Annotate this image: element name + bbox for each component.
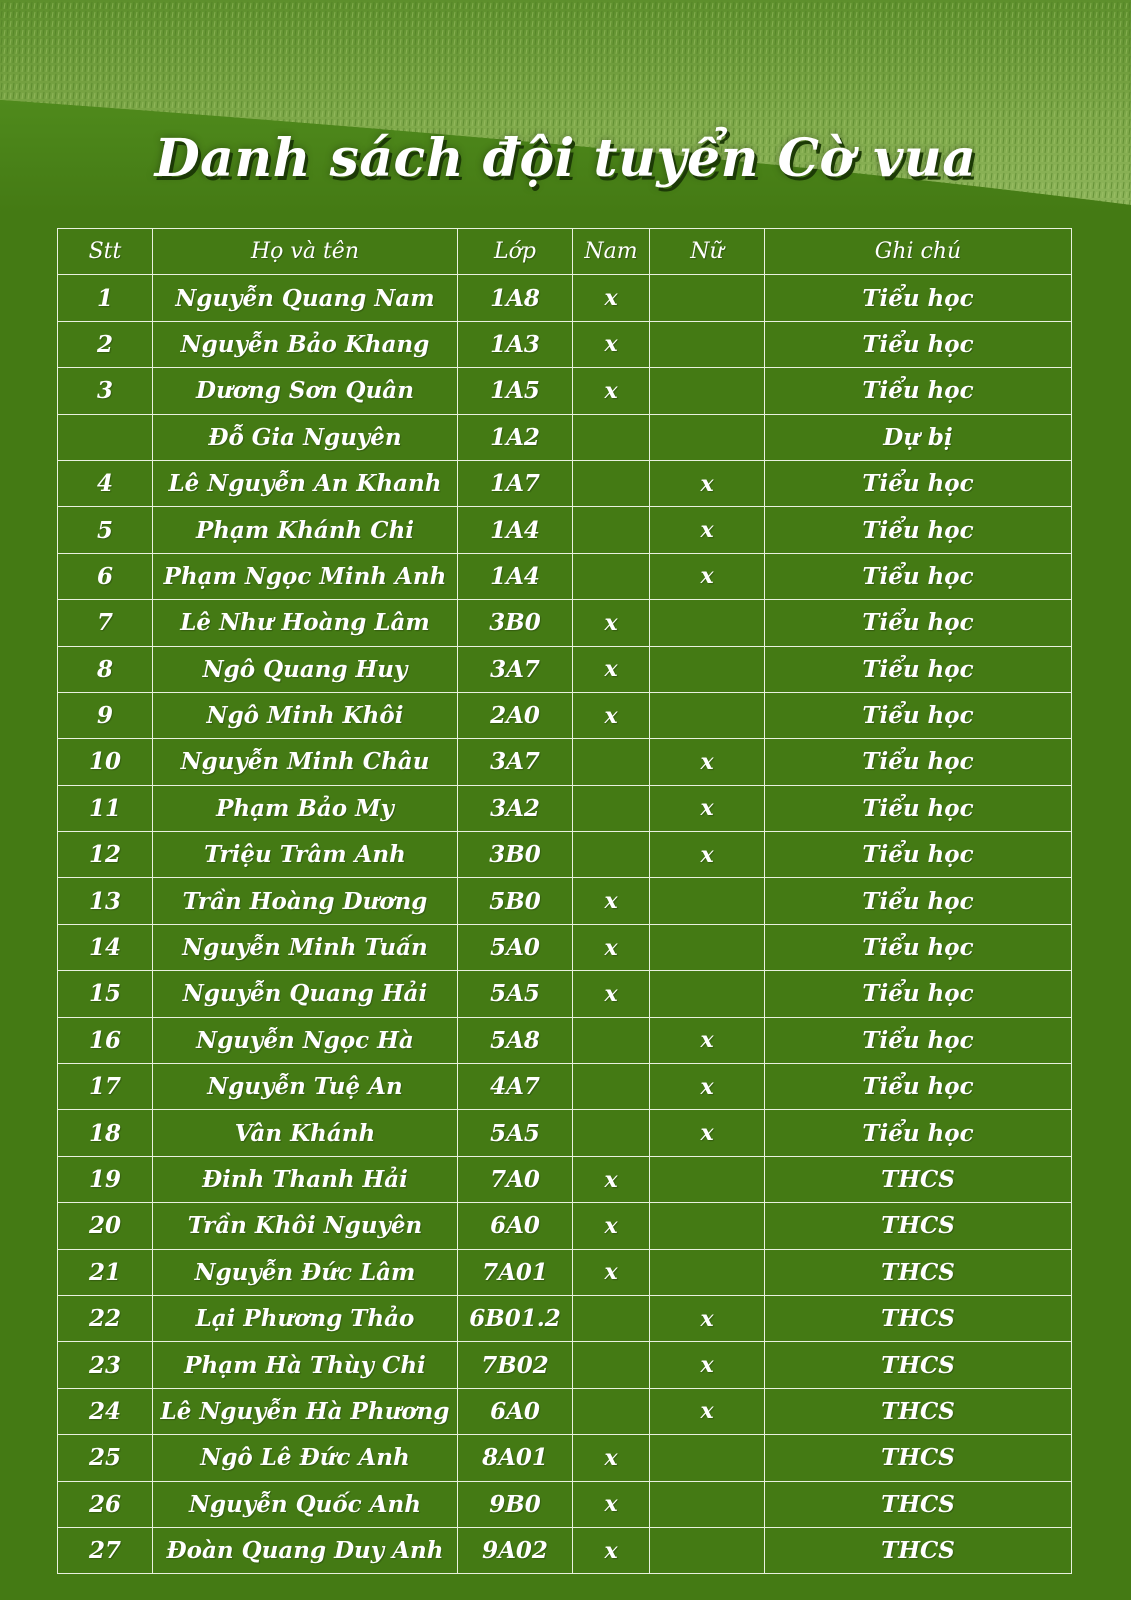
page-title: Danh sách đội tuyển Cờ vua xyxy=(154,128,977,189)
cell-class: 6A0 xyxy=(458,1203,573,1249)
cell-class: 5A5 xyxy=(458,971,573,1017)
cell-female: x xyxy=(650,832,765,878)
cell-note: THCS xyxy=(765,1388,1072,1434)
cell-class: 1A8 xyxy=(458,275,573,321)
cell-note: Tiểu học xyxy=(765,646,1072,692)
cell-female: x xyxy=(650,1342,765,1388)
cell-name: Đinh Thanh Hải xyxy=(153,1156,458,1202)
cell-class: 5B0 xyxy=(458,878,573,924)
cell-male: x xyxy=(573,646,650,692)
table-row xyxy=(58,1064,1072,1110)
cell-name: Nguyễn Quốc Anh xyxy=(153,1481,458,1527)
cell-name: Nguyễn Minh Châu xyxy=(153,739,458,785)
cell-note: Tiểu học xyxy=(765,1110,1072,1156)
table-row xyxy=(58,368,1072,414)
cell-class: 1A7 xyxy=(458,460,573,506)
cell-class: 7A0 xyxy=(458,1156,573,1202)
cell-name: Phạm Ngọc Minh Anh xyxy=(153,553,458,599)
cell-male xyxy=(573,832,650,878)
cell-stt: 15 xyxy=(58,971,153,1017)
cell-stt: 13 xyxy=(58,878,153,924)
header-stt: Stt xyxy=(58,229,153,275)
cell-male xyxy=(573,414,650,460)
cell-note: THCS xyxy=(765,1203,1072,1249)
table-row xyxy=(58,785,1072,831)
cell-note: Tiểu học xyxy=(765,739,1072,785)
cell-male xyxy=(573,1110,650,1156)
cell-female: x xyxy=(650,739,765,785)
table-row xyxy=(58,1435,1072,1481)
cell-name: Ngô Lê Đức Anh xyxy=(153,1435,458,1481)
cell-note: Tiểu học xyxy=(765,1017,1072,1063)
cell-note: Tiểu học xyxy=(765,553,1072,599)
header-class: Lớp xyxy=(458,229,573,275)
cell-class: 2A0 xyxy=(458,692,573,738)
table-row xyxy=(58,1342,1072,1388)
cell-male xyxy=(573,553,650,599)
cell-name: Vân Khánh xyxy=(153,1110,458,1156)
cell-female: x xyxy=(650,1017,765,1063)
cell-name: Nguyễn Đức Lâm xyxy=(153,1249,458,1295)
cell-female: x xyxy=(650,1064,765,1110)
cell-female xyxy=(650,414,765,460)
cell-male: x xyxy=(573,1435,650,1481)
cell-name: Nguyễn Quang Nam xyxy=(153,275,458,321)
cell-male: x xyxy=(573,368,650,414)
table-row xyxy=(58,1295,1072,1341)
cell-note: Tiểu học xyxy=(765,1064,1072,1110)
cell-note: Tiểu học xyxy=(765,460,1072,506)
cell-class: 1A4 xyxy=(458,553,573,599)
cell-name: Lê Như Hoàng Lâm xyxy=(153,600,458,646)
cell-class: 1A2 xyxy=(458,414,573,460)
cell-note: THCS xyxy=(765,1342,1072,1388)
table-row xyxy=(58,832,1072,878)
cell-class: 9B0 xyxy=(458,1481,573,1527)
cell-note: THCS xyxy=(765,1481,1072,1527)
cell-male: x xyxy=(573,924,650,970)
cell-stt: 27 xyxy=(58,1527,153,1573)
cell-stt: 26 xyxy=(58,1481,153,1527)
table-row xyxy=(58,1203,1072,1249)
cell-male: x xyxy=(573,1527,650,1573)
cell-female: x xyxy=(650,1110,765,1156)
cell-stt: 24 xyxy=(58,1388,153,1434)
cell-female xyxy=(650,368,765,414)
cell-stt: 8 xyxy=(58,646,153,692)
cell-male: x xyxy=(573,971,650,1017)
cell-name: Trần Hoàng Dương xyxy=(153,878,458,924)
cell-male: x xyxy=(573,692,650,738)
cell-class: 3A7 xyxy=(458,646,573,692)
cell-male: x xyxy=(573,600,650,646)
cell-female: x xyxy=(650,1388,765,1434)
cell-female xyxy=(650,924,765,970)
cell-stt: 12 xyxy=(58,832,153,878)
table-row xyxy=(58,646,1072,692)
table-row xyxy=(58,414,1072,460)
header-row xyxy=(58,229,1072,275)
roster-body xyxy=(58,275,1072,1574)
cell-class: 8A01 xyxy=(458,1435,573,1481)
cell-class: 5A8 xyxy=(458,1017,573,1063)
table-row xyxy=(58,507,1072,553)
cell-female xyxy=(650,692,765,738)
cell-note: Tiểu học xyxy=(765,321,1072,367)
cell-stt: 5 xyxy=(58,507,153,553)
cell-female xyxy=(650,646,765,692)
cell-female xyxy=(650,878,765,924)
cell-class: 9A02 xyxy=(458,1527,573,1573)
cell-note: Tiểu học xyxy=(765,924,1072,970)
cell-name: Lại Phương Thảo xyxy=(153,1295,458,1341)
cell-name: Dương Sơn Quân xyxy=(153,368,458,414)
table-row xyxy=(58,1527,1072,1573)
cell-class: 3B0 xyxy=(458,832,573,878)
cell-male: x xyxy=(573,1249,650,1295)
cell-note: THCS xyxy=(765,1156,1072,1202)
cell-female xyxy=(650,321,765,367)
cell-male xyxy=(573,507,650,553)
table-row xyxy=(58,1481,1072,1527)
cell-stt: 21 xyxy=(58,1249,153,1295)
cell-note: Tiểu học xyxy=(765,692,1072,738)
header-male: Nam xyxy=(573,229,650,275)
cell-name: Triệu Trâm Anh xyxy=(153,832,458,878)
cell-name: Nguyễn Minh Tuấn xyxy=(153,924,458,970)
table-row xyxy=(58,275,1072,321)
cell-class: 7B02 xyxy=(458,1342,573,1388)
cell-class: 6B01.2 xyxy=(458,1295,573,1341)
cell-stt: 23 xyxy=(58,1342,153,1388)
cell-stt: 22 xyxy=(58,1295,153,1341)
cell-male: x xyxy=(573,321,650,367)
cell-female xyxy=(650,1435,765,1481)
cell-class: 4A7 xyxy=(458,1064,573,1110)
cell-male xyxy=(573,785,650,831)
cell-stt: 6 xyxy=(58,553,153,599)
cell-female: x xyxy=(650,460,765,506)
cell-name: Nguyễn Ngọc Hà xyxy=(153,1017,458,1063)
cell-stt: 10 xyxy=(58,739,153,785)
cell-class: 5A5 xyxy=(458,1110,573,1156)
cell-name: Phạm Hà Thùy Chi xyxy=(153,1342,458,1388)
cell-stt: 4 xyxy=(58,460,153,506)
cell-female xyxy=(650,1481,765,1527)
cell-name: Ngô Quang Huy xyxy=(153,646,458,692)
cell-male: x xyxy=(573,878,650,924)
cell-male xyxy=(573,739,650,785)
table-row xyxy=(58,1110,1072,1156)
cell-stt: 1 xyxy=(58,275,153,321)
cell-female xyxy=(650,1527,765,1573)
cell-name: Nguyễn Tuệ An xyxy=(153,1064,458,1110)
cell-stt: 17 xyxy=(58,1064,153,1110)
cell-class: 5A0 xyxy=(458,924,573,970)
table-row xyxy=(58,1156,1072,1202)
cell-female xyxy=(650,1203,765,1249)
table-row xyxy=(58,971,1072,1017)
cell-name: Đỗ Gia Nguyên xyxy=(153,414,458,460)
header-female: Nữ xyxy=(650,229,765,275)
table-row xyxy=(58,1249,1072,1295)
cell-class: 7A01 xyxy=(458,1249,573,1295)
table-row xyxy=(58,739,1072,785)
cell-male: x xyxy=(573,1481,650,1527)
cell-class: 3A2 xyxy=(458,785,573,831)
cell-name: Phạm Khánh Chi xyxy=(153,507,458,553)
cell-name: Phạm Bảo My xyxy=(153,785,458,831)
roster-table xyxy=(57,228,1072,1574)
cell-name: Lê Nguyễn Hà Phương xyxy=(153,1388,458,1434)
table-row xyxy=(58,1388,1072,1434)
cell-note: Tiểu học xyxy=(765,600,1072,646)
cell-stt: 3 xyxy=(58,368,153,414)
cell-male xyxy=(573,1017,650,1063)
cell-stt: 14 xyxy=(58,924,153,970)
cell-female xyxy=(650,971,765,1017)
cell-name: Trần Khôi Nguyên xyxy=(153,1203,458,1249)
cell-note: Dự bị xyxy=(765,414,1072,460)
cell-name: Nguyễn Bảo Khang xyxy=(153,321,458,367)
table-row xyxy=(58,1017,1072,1063)
cell-female xyxy=(650,1249,765,1295)
cell-male: x xyxy=(573,275,650,321)
cell-note: THCS xyxy=(765,1295,1072,1341)
cell-stt: 25 xyxy=(58,1435,153,1481)
cell-name: Đoàn Quang Duy Anh xyxy=(153,1527,458,1573)
cell-stt: 20 xyxy=(58,1203,153,1249)
cell-name: Lê Nguyễn An Khanh xyxy=(153,460,458,506)
cell-male xyxy=(573,1342,650,1388)
cell-male: x xyxy=(573,1156,650,1202)
cell-class: 1A4 xyxy=(458,507,573,553)
cell-male xyxy=(573,1064,650,1110)
cell-note: Tiểu học xyxy=(765,785,1072,831)
cell-female xyxy=(650,275,765,321)
cell-female: x xyxy=(650,785,765,831)
cell-name: Ngô Minh Khôi xyxy=(153,692,458,738)
cell-name: Nguyễn Quang Hải xyxy=(153,971,458,1017)
cell-note: Tiểu học xyxy=(765,832,1072,878)
cell-stt: 19 xyxy=(58,1156,153,1202)
table-row xyxy=(58,600,1072,646)
cell-stt: 9 xyxy=(58,692,153,738)
cell-male: x xyxy=(573,1203,650,1249)
cell-note: Tiểu học xyxy=(765,368,1072,414)
table-row xyxy=(58,553,1072,599)
cell-male xyxy=(573,1295,650,1341)
table-row xyxy=(58,460,1072,506)
cell-stt xyxy=(58,414,153,460)
cell-class: 3A7 xyxy=(458,739,573,785)
cell-female xyxy=(650,600,765,646)
cell-note: THCS xyxy=(765,1527,1072,1573)
table-row xyxy=(58,924,1072,970)
cell-stt: 2 xyxy=(58,321,153,367)
cell-stt: 11 xyxy=(58,785,153,831)
cell-stt: 18 xyxy=(58,1110,153,1156)
cell-female: x xyxy=(650,1295,765,1341)
cell-male xyxy=(573,1388,650,1434)
table-row xyxy=(58,692,1072,738)
table-row xyxy=(58,878,1072,924)
cell-note: THCS xyxy=(765,1249,1072,1295)
table-row xyxy=(58,321,1072,367)
cell-note: Tiểu học xyxy=(765,971,1072,1017)
cell-class: 6A0 xyxy=(458,1388,573,1434)
cell-note: Tiểu học xyxy=(765,507,1072,553)
cell-class: 3B0 xyxy=(458,600,573,646)
cell-note: Tiểu học xyxy=(765,275,1072,321)
cell-female: x xyxy=(650,507,765,553)
header-name: Họ và tên xyxy=(153,229,458,275)
cell-stt: 16 xyxy=(58,1017,153,1063)
cell-note: THCS xyxy=(765,1435,1072,1481)
cell-class: 1A3 xyxy=(458,321,573,367)
header-note: Ghi chú xyxy=(765,229,1072,275)
cell-stt: 7 xyxy=(58,600,153,646)
cell-female xyxy=(650,1156,765,1202)
cell-female: x xyxy=(650,553,765,599)
cell-note: Tiểu học xyxy=(765,878,1072,924)
cell-male xyxy=(573,460,650,506)
cell-class: 1A5 xyxy=(458,368,573,414)
